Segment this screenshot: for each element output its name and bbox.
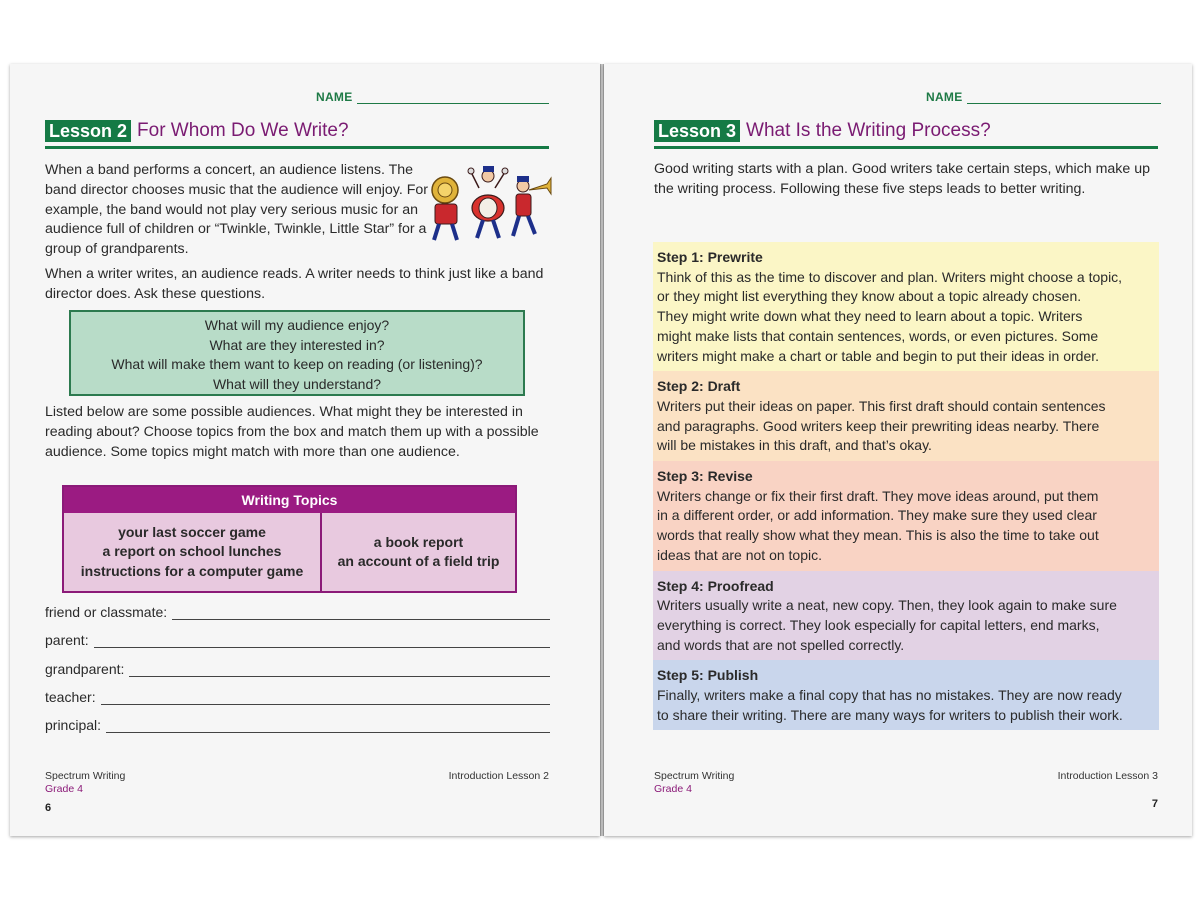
step-title: Step 2: Draft xyxy=(657,378,741,395)
page-number: 7 xyxy=(1151,798,1158,810)
step-text: Writers put their ideas on paper. This first draft should contain sentences and paragraphs. Good writers keep their prewriting ideas nearby. There will be mistakes in this draft, and that’s okay. xyxy=(657,397,1106,454)
lesson-heading xyxy=(45,120,349,142)
answer-line[interactable] xyxy=(106,720,550,733)
answer-row-parent[interactable] xyxy=(45,632,550,648)
intro-paragraph: Good writing starts with a plan. Good writers take certain steps, which make up the writing process. Following these five steps leads to better writing. xyxy=(654,161,1150,197)
step-text: Finally, writers make a final copy that has no mistakes. They are now ready to share their writing. There are many ways for writers to publish their work. xyxy=(657,687,1123,723)
topics-column-1 xyxy=(64,513,322,591)
step-revise xyxy=(653,461,1159,571)
audience-label: parent: xyxy=(45,632,89,648)
name-label: NAME xyxy=(926,90,963,104)
step-prewrite xyxy=(653,242,1159,371)
step-title: Step 5: Publish xyxy=(657,667,759,684)
lesson-title: What Is the Writing Process? xyxy=(746,120,991,141)
step-title: Step 4: Proofread xyxy=(657,577,774,594)
page-number: 6 xyxy=(45,802,52,814)
topics-column-2 xyxy=(322,513,515,591)
footer-lesson: Introduction Lesson 3 xyxy=(1057,770,1158,782)
question-item: What will make them want to keep on reading (or listening)? xyxy=(111,356,483,373)
intro-paragraph: When a band performs a concert, an audience listens. The band director chooses music that the audience will enjoy. For example, the band would not play very serious music for an audience full of children or “Twinkle, Twinkle, Little Star” for a group of grandparents. xyxy=(45,162,428,258)
answer-line[interactable] xyxy=(129,664,550,677)
questions-box xyxy=(69,310,525,396)
step-title: Step 3: Revise xyxy=(657,468,753,485)
step-text: Writers change or fix their first draft. They move ideas around, put them in a different order, or add information. They make sure they used clear words that really show what they mean. This is also the time to take out ideas that are not on topic. xyxy=(657,487,1099,563)
step-text: Think of this as the time to discover and plan. Writers might choose a topic, or they might list everything they know about a topic already chosen. They might write down what they need to learn about a topic. Writers might make lists that contain sentences, words, or even pictures. Some writers might make a chart or table and begin to put their ideas in order. xyxy=(657,268,1123,364)
footer-series: Spectrum Writing xyxy=(654,770,735,782)
answer-line[interactable] xyxy=(172,607,550,620)
answer-row-grandparent[interactable] xyxy=(45,661,550,677)
writing-steps xyxy=(653,242,1159,730)
name-line xyxy=(967,93,1161,104)
marching-band-illustration-icon xyxy=(425,164,553,246)
answer-row-friend[interactable] xyxy=(45,604,550,620)
step-text: Writers usually write a neat, new copy. Then, they look again to make sure everything is correct. They look especially for capital letters, end marks, and words that are not spelled correctly. xyxy=(657,597,1117,653)
answer-line[interactable] xyxy=(94,635,550,648)
audience-label: grandparent: xyxy=(45,661,125,677)
writer-paragraph: When a writer writes, an audience reads. A writer needs to think just like a band director does. Ask these questions. xyxy=(45,266,544,302)
audience-label: friend or classmate: xyxy=(45,604,168,620)
name-line xyxy=(357,93,549,104)
question-item: What will they understand? xyxy=(212,376,382,393)
instructions-paragraph: Listed below are some possible audiences. What might they be interested in reading about? Choose topics from the box and match them up with a possible audience. Some topics might match with more than one audience. xyxy=(45,404,539,460)
question-item: What are they interested in? xyxy=(209,336,385,353)
topic-item: your last soccer game xyxy=(118,523,266,540)
footer-grade: Grade 4 xyxy=(45,783,83,795)
heading-rule xyxy=(654,146,1158,149)
step-publish xyxy=(653,660,1159,730)
topic-item: an account of a field trip xyxy=(337,553,500,569)
audience-label: teacher: xyxy=(45,689,96,705)
name-label: NAME xyxy=(316,90,353,104)
name-field xyxy=(316,90,549,104)
footer-series: Spectrum Writing xyxy=(45,770,126,782)
step-title: Step 1: Prewrite xyxy=(657,249,763,265)
topic-item: instructions for a computer game xyxy=(80,562,304,579)
answer-row-teacher[interactable] xyxy=(45,689,550,705)
heading-rule xyxy=(45,146,549,149)
writing-topics-box xyxy=(62,485,517,593)
step-draft xyxy=(653,371,1159,461)
question-item: What will my audience enjoy? xyxy=(204,317,390,333)
answer-line[interactable] xyxy=(101,692,550,705)
left-page xyxy=(10,64,600,836)
lesson-title: For Whom Do We Write? xyxy=(137,120,349,141)
step-proofread xyxy=(653,571,1159,661)
topic-item: a report on school lunches xyxy=(102,543,282,560)
topic-item: a book report xyxy=(373,533,464,550)
audience-label: principal: xyxy=(45,717,102,733)
footer-grade: Grade 4 xyxy=(654,783,692,795)
name-field xyxy=(926,90,1161,104)
footer-lesson: Introduction Lesson 2 xyxy=(448,770,549,782)
lesson-tag: Lesson 3 xyxy=(654,120,740,142)
lesson-tag: Lesson 2 xyxy=(45,120,131,142)
answer-row-principal[interactable] xyxy=(45,717,550,733)
right-page xyxy=(604,64,1192,836)
lesson-heading xyxy=(654,120,991,142)
writing-topics-title: Writing Topics xyxy=(64,487,515,513)
